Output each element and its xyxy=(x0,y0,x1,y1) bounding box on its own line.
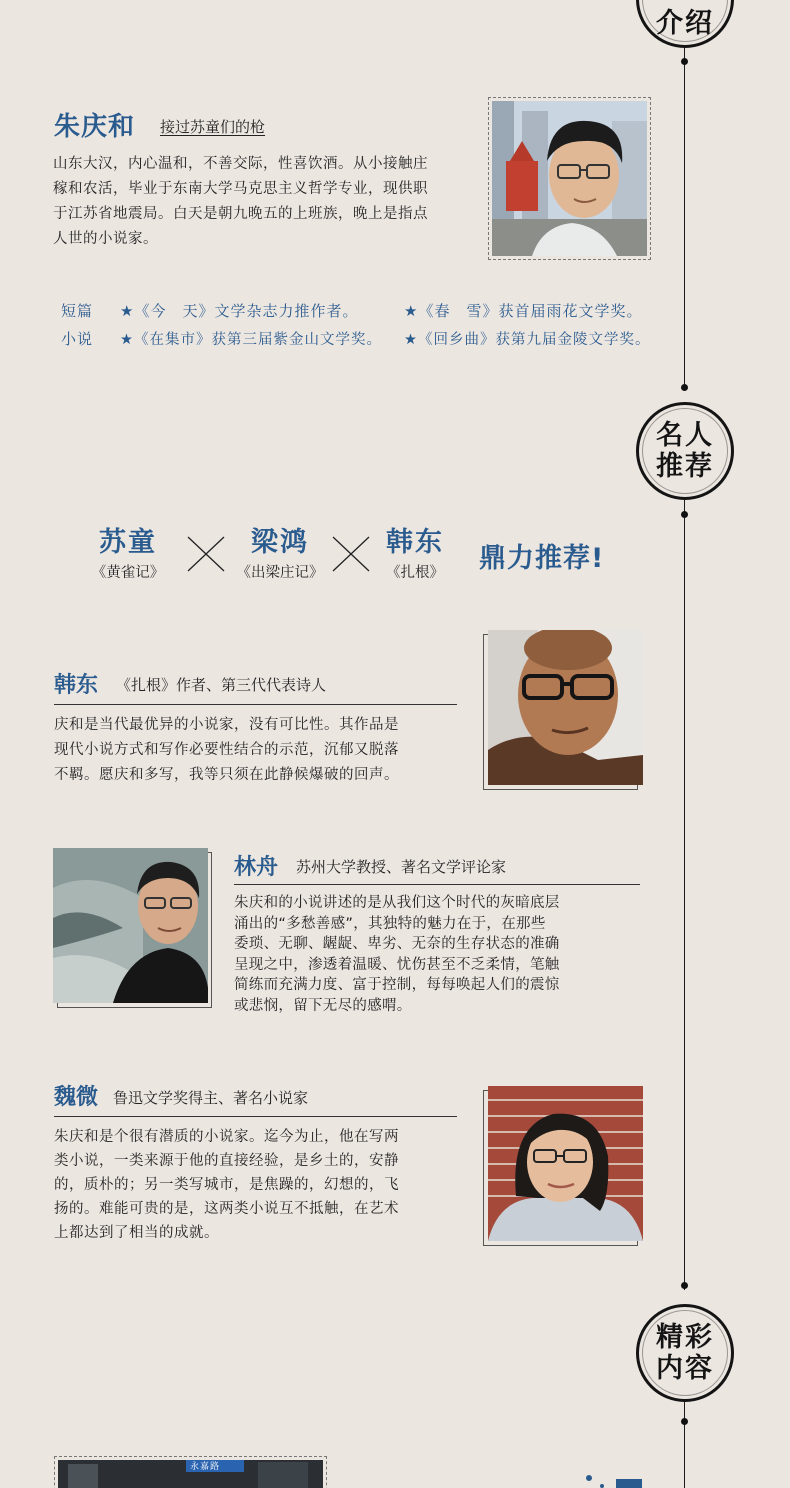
review-line: 简练而充满力度、富于控制，每每唤起人们的震惊 xyxy=(234,977,560,993)
section-stamp-recommend xyxy=(636,402,734,500)
timeline-dot xyxy=(681,1282,688,1289)
stamp-highlight-text: 精彩内容 xyxy=(656,1322,714,1384)
review-line: 朱庆和的小说讲述的是从我们这个时代的灰暗底层 xyxy=(234,895,560,911)
street-sign-text: 永嘉路 xyxy=(190,1462,221,1472)
timeline-dot xyxy=(681,58,688,65)
timeline-dot xyxy=(681,1418,688,1425)
author-bio-line: 稼和农活，毕业于东南大学马克思主义哲学专业，现供职 xyxy=(53,181,428,197)
award-short-2: ★《春 雪》获首届雨花文学奖。 xyxy=(404,302,643,320)
award-novel-1: ★《在集市》获第三届紫金山文学奖。 xyxy=(120,332,382,348)
review-name: 林舟 xyxy=(234,855,279,880)
review-line: 不羁。愿庆和多写，我等只须在此静候爆破的回声。 xyxy=(54,767,399,783)
review-text xyxy=(54,1125,464,1245)
stamp-intro-text: 介绍 xyxy=(656,7,714,39)
timeline-line-1 xyxy=(684,48,685,390)
review-title: 苏州大学教授、著名文学评论家 xyxy=(296,858,507,876)
timeline-dot xyxy=(681,384,688,391)
recommender-1 xyxy=(78,520,178,582)
decor-square xyxy=(616,1479,642,1488)
author-bio-line: 人世的小说家。 xyxy=(53,231,158,247)
review-text xyxy=(234,893,654,1016)
divider xyxy=(54,1116,457,1117)
decor-dot xyxy=(586,1475,592,1481)
review-line: 上都达到了相当的成就。 xyxy=(54,1225,219,1241)
review-line: 朱庆和是个很有潜质的小说家。迄今为止，他在写两 xyxy=(54,1129,399,1145)
recommender-book: 《出梁庄记》 xyxy=(236,565,324,581)
divider xyxy=(234,884,640,885)
recommender-3 xyxy=(370,520,460,582)
cross-icon xyxy=(331,535,371,573)
author-tagline: 接过苏童们的枪 xyxy=(160,118,266,136)
recommender-name: 苏童 xyxy=(99,527,157,558)
recommender-name: 韩东 xyxy=(386,527,444,558)
review-line: 的，质朴的；另一类写城市，是焦躁的，幻想的，飞 xyxy=(54,1177,399,1193)
review-line: 扬的。难能可贵的是，这两类小说互不抵触，在艺术 xyxy=(54,1201,399,1217)
review-line: 呈现之中，渗透着温暖、忧伤甚至不乏柔情，笔触 xyxy=(234,956,560,973)
review-line: 现代小说方式和写作必要性结合的示范，沉郁又脱落 xyxy=(54,742,399,758)
section-stamp-highlight xyxy=(636,1304,734,1402)
review-line: 委琐、无聊、龌龊、卑劣、无奈的生存状态的准确 xyxy=(234,936,560,952)
review-text xyxy=(54,713,464,788)
stamp-recommend-text: 名人推荐 xyxy=(656,420,714,482)
author-name: 朱庆和 xyxy=(54,112,136,142)
review-title: 《扎根》作者、第三代代表诗人 xyxy=(116,676,327,694)
review-line: 庆和是当代最优异的小说家，没有可比性。其作品是 xyxy=(54,717,399,733)
recommender-book: 《黄雀记》 xyxy=(91,565,165,581)
award-label-novel: 小说 xyxy=(61,330,94,348)
timeline-line-2 xyxy=(684,500,685,1290)
review-name: 韩东 xyxy=(54,673,99,698)
review-line: 或悲悯，留下无尽的感喟。 xyxy=(234,997,412,1014)
recommender-2 xyxy=(225,520,335,582)
timeline-dot xyxy=(681,511,688,518)
author-bio xyxy=(53,152,473,252)
award-label-short: 短篇 xyxy=(61,302,94,320)
timeline-line-3 xyxy=(684,1402,685,1488)
author-photo xyxy=(492,101,647,256)
review-photo-weiwei xyxy=(488,1086,643,1241)
recommender-name: 梁鸿 xyxy=(251,527,309,558)
review-name: 魏微 xyxy=(54,1085,99,1110)
review-title: 鲁迅文学奖得主、著名小说家 xyxy=(113,1089,309,1107)
award-short-1: ★《今 天》文学杂志力推作者。 xyxy=(120,302,359,320)
author-bio-line: 山东大汉，内心温和，不善交际，性喜饮酒。从小接触庄 xyxy=(53,156,428,172)
recommender-book: 《扎根》 xyxy=(386,565,444,581)
award-novel-2: ★《回乡曲》获第九届金陵文学奖。 xyxy=(404,332,651,348)
review-line: 涌出的“多愁善感”，其独特的魅力在于，在那些 xyxy=(234,915,546,932)
cross-icon xyxy=(186,535,226,573)
recommend-slogan: 鼎力推荐! xyxy=(479,543,605,574)
decor-dot xyxy=(600,1484,604,1488)
divider xyxy=(54,704,457,705)
review-photo-linzhou xyxy=(53,848,208,1003)
review-line: 类小说，一类来源于他的直接经验，是乡土的，安静 xyxy=(54,1153,399,1169)
review-photo-handong xyxy=(488,630,643,785)
section-stamp-intro xyxy=(636,0,734,48)
author-bio-line: 于江苏省地震局。白天是朝九晚五的上班族，晚上是指点 xyxy=(53,206,428,222)
